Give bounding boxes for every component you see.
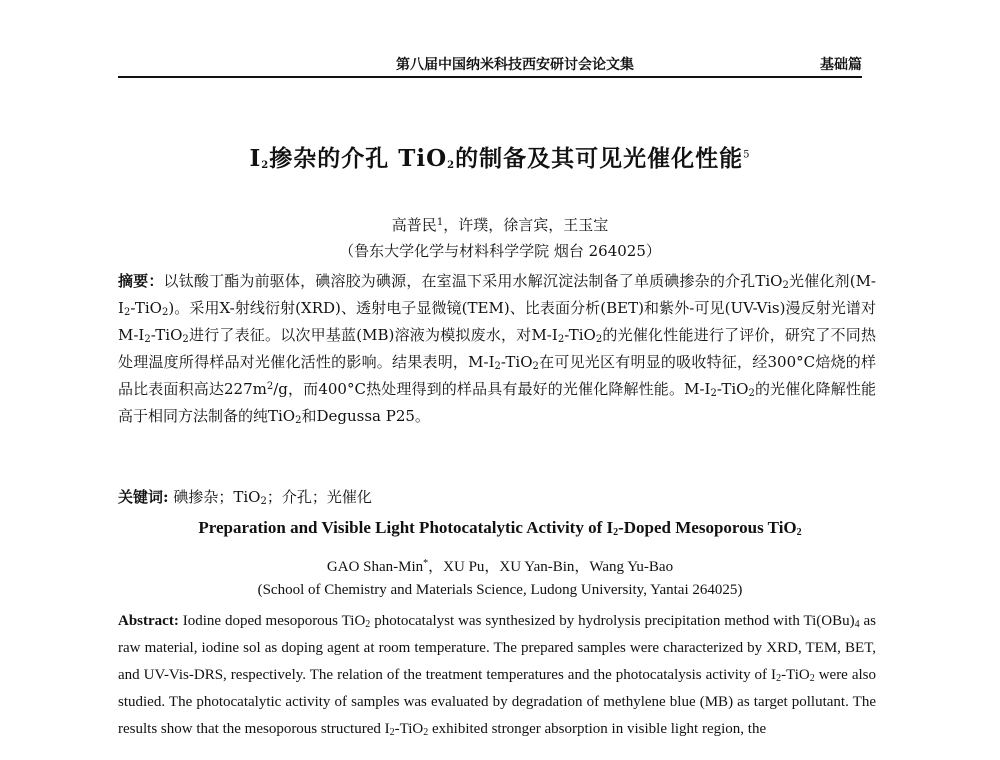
english-abstract-label: Abstract:	[118, 613, 179, 629]
keywords-label: 关键词:	[118, 488, 169, 506]
english-authors: GAO Shan-Min*，XU Pu，XU Yan-Bin，Wang Yu-Bao	[326, 558, 674, 575]
abstract-label: 摘要：	[118, 272, 164, 290]
section-label: 基础篇	[820, 57, 862, 73]
chinese-affiliation: （鲁东大学化学与材料科学学院 烟台 264025）	[339, 242, 661, 260]
english-affiliation: (School of Chemistry and Materials Science, Ludong University, Yantai 264025)	[257, 582, 743, 598]
chinese-keywords: 关键词: 碘掺杂；TiO$_2$；介孔；光催化	[118, 488, 372, 507]
english-abstract: Abstract: Iodine doped mesoporous TiO$_2$ photocatalyst was synthesized by hydrolysis precipitation method with $Ti(OBu)_4$ as raw material, iodine sol as doping agent at room temperature. The prepared samples were characterized by XRD, TEM, BET, and UV-Vis-DRS, respectively. The relation of the treatment temperatures and the photocatalysis activity of $I_2-TiO_2$ were also studied. The photocatalytic activity of samples was evaluated by degradation of methylene blue (MB) as target pollutant. The results show that the mesoporous structured $I_2-TiO_2$ exhibited stronger absorption in visible light region, the	[118, 613, 877, 738]
chinese-abstract: 摘要：以钛酸丁酯为前驱体，碘溶胶为碘源，在室温下采用水解沉淀法制备了单质碘掺杂的介孔TiO$_2$光催化剂$(M-I_2-TiO_2)$。采用X-射线衍射(XRD)、透射电子显微镜(TEM)、比表面分析(BET)和紫外-可见(UV-Vis)漫反射光谱对$M-I_2-TiO_2$进行了表征。以次甲基蓝(MB)溶液为模拟废水，对$M-I_2-TiO_2$的光催化性能进行了评价，研究了不同热处理温度所得样品对光催化活性的影响。结果表明，$M-I_2-TiO_2$在可见光区有明显的吸收特征，经300°C焙烧的样品比表面积高达$227m^2/g$，而400°C热处理得到的样品具有最好的光催化降解性能。$M-I_2-TiO_2$的光催化降解性能高于相同方法制备的纯TiO$_2$和Degussa P25。	[118, 272, 876, 426]
journal-title: 第八届中国纳米科技西安研讨会论文集	[396, 57, 634, 73]
english-title: Preparation and Visible Light Photocatalytic Activity of $I_2$-Doped Mesoporous TiO$_2$	[198, 518, 802, 538]
chinese-authors: 高普民$^1$，许璞，徐言宾，王玉宝	[391, 216, 609, 234]
title-footnote-mark: 5	[743, 149, 751, 161]
page-header	[118, 50, 862, 78]
chinese-title: $I_2$掺杂的介孔 TiO$_2$的制备及其可见光催化性能$^5$	[249, 145, 751, 172]
